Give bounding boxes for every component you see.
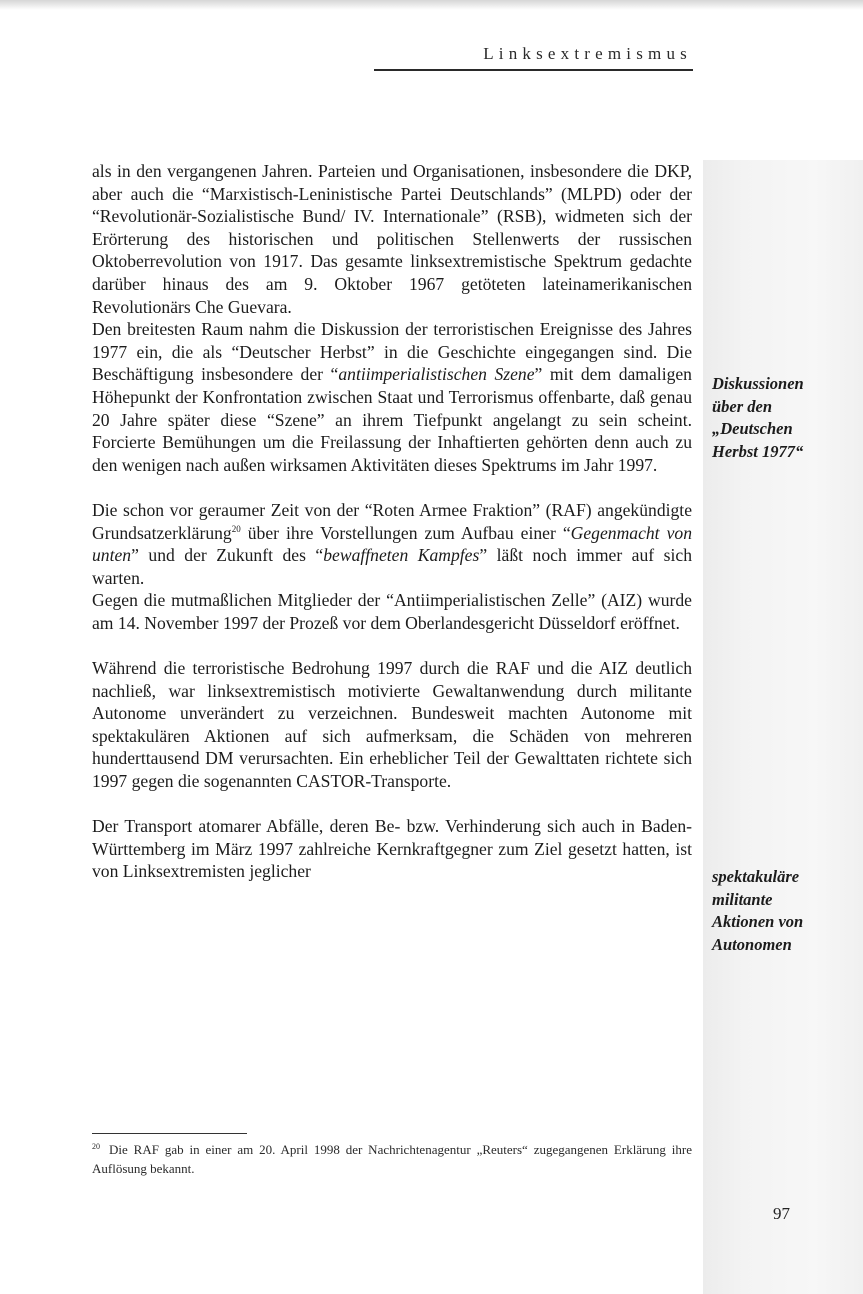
footnote-text: Die RAF gab in einer am 20. April 1998 der Nachrichtenagentur „Reuters“ zugegangenen Erklärung ihre Auflösung bekannt. [92, 1142, 692, 1176]
margin-note-2-line-1: spektakuläre [712, 867, 800, 886]
margin-note-2-line-3: Aktionen von [712, 912, 804, 932]
margin-note-autonome [712, 866, 857, 957]
paragraph-3-text-a: Die schon vor geraumer Zeit von der “Roten Armee Fraktion” (RAF) angekündigte Grundsatzerklärung [92, 499, 692, 543]
running-header: Linksextremismus [483, 44, 692, 63]
paragraph-2 [92, 318, 692, 476]
paragraph-3-text-d: ” läßt noch immer auf sich warten. [92, 545, 692, 588]
paragraph-6: Der Transport atomarer Abfälle, deren Be- bzw. Verhinderung sich auch in Baden-Württemberg im März 1997 zahlreiche Kernkraftgegner zum Ziel gesetzt hatten, ist von Linksextremisten jeglicher [92, 816, 692, 882]
margin-note-1-line-3: „Deutschen [712, 419, 793, 439]
footnote-number: 20 [92, 1141, 100, 1151]
margin-note-1-line-2: über den [712, 396, 773, 416]
paragraph-3 [92, 499, 692, 589]
main-text [92, 160, 692, 883]
margin-note-2-line-4: Autonomen [712, 935, 792, 955]
paragraph-5: Während die terroristische Bedrohung 1997 durch die RAF und die AIZ deutlich nachließ, war linksextremistisch motivierte Gewaltanwendung durch militante Autonome unverändert zu verzeichnen. Bundesweit machten Autonome mit spektakulären Aktionen auf sich aufmerksam, die Schäden von mehreren hunderttausend DM verursachten. Ein erheblicher Teil der Gewalttaten richtete sich 1997 gegen die sogenannten CASTOR-Transporte. [92, 658, 692, 792]
margin-note-deutscher-herbst [712, 373, 857, 464]
paragraph-3-emphasis-2: bewaffneten Kampfes [323, 545, 480, 566]
page-number: 97 [773, 1204, 790, 1223]
header-rule [374, 69, 693, 71]
margin-note-2-line-2: militante [712, 889, 773, 909]
footnote-reference[interactable]: 20 [231, 523, 241, 534]
page-top-shadow [0, 0, 863, 10]
paragraph-3-emphasis-1: Gegenmacht von unten [92, 522, 692, 566]
paragraph-1: als in den vergangenen Jahren. Parteien und Organisationen, insbesondere die DKP, aber auch die “Marxistisch-Leninistische Partei Deutschlands” (MLPD) oder der “Revolutionär-Sozialistische Bund/ IV. Internationale” (RSB), widmeten sich der Erörterung des historischen und politischen Stellenwerts der russischen Oktoberrevolution von 1917. Das gesamte linksextremistische Spektrum gedachte darüber hinaus des am 9. Oktober 1967 getöteten lateinamerikanischen Revolutionärs Che Guevara. [92, 161, 692, 317]
paragraph-2-text-b: ” mit dem damaligen Höhepunkt der Konfrontation zwischen Staat und Terrorismus offenbarte, daß genau 20 Jahre später diese “Szene” an ihrem Tiefpunkt angelangt zu sein scheint. Forcierte Bemühungen um die Freilassung der Inhaftierten gehörten denn auch zu den wenigen nach außen wirksamen Aktivitäten dieses Spektrums im Jahr 1997. [92, 364, 692, 475]
footnote [92, 1141, 692, 1178]
margin-note-1-line-4: Herbst 1977“ [712, 442, 804, 462]
paragraph-3-text-b: über ihre Vorstellungen zum Aufbau einer “ [240, 522, 571, 543]
paragraph-2-emphasis: antiimperialistischen Szene [338, 364, 535, 385]
footnote-rule [92, 1133, 247, 1134]
margin-note-1-line-1: Diskussionen [712, 374, 804, 393]
paragraph-2-text-a: Den breitesten Raum nahm die Diskussion der terroristischen Ereignisse des Jahres 1977 ein, die als “Deutscher Herbst” in die Geschichte eingegangen sind. Die Beschäftigung insbesondere der “ [92, 319, 692, 385]
margin-sidebar-band [703, 160, 863, 1294]
paragraph-3-text-c: ” und der Zukunft des “ [131, 545, 324, 566]
paragraph-4: Gegen die mutmaßlichen Mitglieder der “Antiimperialistischen Zelle” (AIZ) wurde am 14. November 1997 der Prozeß vor dem Oberlandesgericht Düsseldorf eröffnet. [92, 590, 692, 633]
